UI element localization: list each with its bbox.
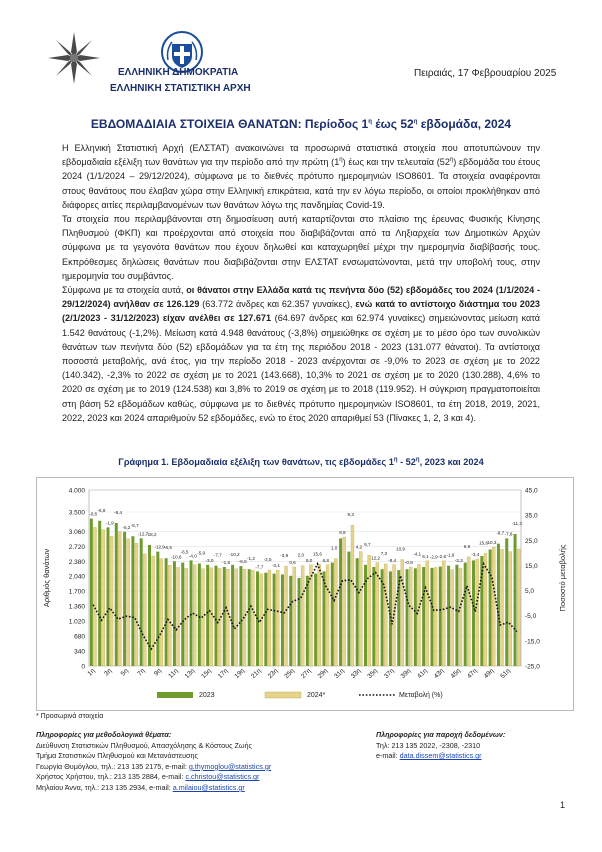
- bar-2024: [409, 567, 412, 666]
- bar-data-label: -12,7: [137, 531, 149, 537]
- x-tick-label: 39η: [399, 667, 413, 681]
- y-tick-label: 0: [81, 663, 85, 671]
- y-tick-label: 1.020: [68, 618, 85, 626]
- bar-2023: [106, 527, 109, 666]
- bar-2023: [472, 560, 475, 666]
- bar-2024: [293, 567, 296, 666]
- bar-2023: [115, 523, 118, 666]
- x-tick-label: 5η: [119, 667, 130, 678]
- bar-2024: [517, 549, 520, 666]
- bar-2023: [190, 560, 193, 666]
- bar-data-label: 15,6: [479, 540, 489, 546]
- x-tick-label: 1η: [86, 667, 97, 678]
- bar-2024: [152, 556, 155, 666]
- x-tick-label: 19η: [233, 667, 247, 681]
- bar-data-label: 10,3: [487, 540, 497, 546]
- bar-data-label: -3,1: [271, 563, 280, 569]
- y2-tick-label: -15,0: [525, 638, 540, 646]
- bar-2024: [343, 537, 346, 666]
- bar-2023: [206, 565, 209, 666]
- bar-data-label: -3,9: [280, 553, 289, 559]
- y2-tick-label: -5,0: [525, 613, 537, 621]
- x-tick-label: 49η: [482, 667, 496, 681]
- x-tick-label: 37η: [383, 667, 396, 681]
- y2-axis-title: Ποσοστό μεταβολής: [558, 544, 567, 612]
- y2-tick-label: 45,0: [525, 487, 538, 495]
- y2-tick-label: 5,0: [525, 588, 535, 596]
- legend-label-change: Μεταβολή (%): [399, 692, 443, 699]
- bar-2023: [264, 573, 267, 666]
- bar-2024: [334, 559, 337, 666]
- y2-tick-label: -25,0: [525, 663, 540, 671]
- bar-data-label: -11,3: [511, 521, 522, 526]
- bar-2023: [198, 563, 201, 666]
- x-tick-label: 15η: [200, 667, 213, 681]
- bar-data-label: 10,9: [396, 546, 406, 552]
- bar-2024: [235, 569, 238, 666]
- bar-2023: [148, 545, 151, 666]
- y2-tick-label: 35,0: [525, 512, 538, 520]
- bar-data-label: -4,0: [188, 553, 197, 559]
- bar-data-label: -6,5: [180, 549, 189, 555]
- x-tick-label: 29η: [316, 667, 330, 681]
- email-link-3[interactable]: a.milaiou@statistics.gr: [172, 782, 245, 792]
- bar-2023: [273, 574, 276, 666]
- bar-data-label: -8,4: [388, 557, 397, 563]
- bar-2024: [135, 543, 138, 666]
- bar-2024: [301, 566, 304, 666]
- bar-data-label: -4,1: [413, 551, 422, 557]
- bar-2024: [401, 560, 404, 666]
- bar-2024: [434, 567, 437, 666]
- contact-data-heading: Πληροφορίες για παροχή δεδομένων:: [376, 730, 506, 739]
- bar-2023: [289, 576, 292, 666]
- bar-2023: [447, 566, 450, 666]
- y-tick-label: 340: [74, 648, 85, 656]
- bar-2023: [231, 565, 234, 666]
- bar-2023: [372, 567, 375, 666]
- page-title: ΕΒΔΟΜΑΔΙΑΙΑ ΣΤΟΙΧΕΙΑ ΘΑΝΑΤΩΝ: Περίοδος $1^\eta$ έως $52^\eta$ εβδομάδα, 2024: [90, 117, 512, 131]
- bar-2024: [268, 570, 271, 666]
- org-name-republic: ΕΛΛΗΝΙΚΗ ΔΗΜΟΚΡΑΤΙΑ: [118, 67, 239, 78]
- y-tick-label: 1.360: [68, 603, 85, 611]
- bar-2024: [177, 567, 180, 666]
- bar-data-label: 6,9: [463, 543, 471, 549]
- bar-2023: [98, 521, 101, 666]
- bar-data-label: 6,8: [322, 557, 329, 563]
- email-link-1[interactable]: g.thymoglou@statistics.gr: [188, 761, 272, 771]
- bar-data-label: -5,2: [122, 524, 131, 530]
- bar-data-label: -3,3: [454, 557, 463, 563]
- bar-data-label: -2,6: [438, 553, 447, 559]
- bar-2024: [467, 557, 470, 666]
- bar-2024: [376, 563, 379, 666]
- chart-title: Γράφημα 1. Εβδομαδιαία εξέλιξη των θανάτων, τις εβδομάδες $1^\eta - 52^\eta$, 2023 και 2024: [118, 456, 484, 467]
- bar-2024: [359, 552, 362, 666]
- bar-2024: [309, 565, 312, 666]
- bar-2024: [501, 549, 504, 666]
- contact-section: Τμήμα Στατιστικών Πληθυσμού και Μετανάστευσης: [36, 751, 198, 761]
- bar-data-label: 9,3: [347, 512, 354, 518]
- x-tick-label: 11η: [167, 667, 180, 680]
- contact-methodology: [36, 730, 271, 794]
- contact-person-1: Γεωργία Θυμόγλου, τηλ.: 213 135 2175, e-mail: g.thymoglou@statistics.gr: [36, 761, 272, 771]
- bar-data-label: 1,0: [330, 545, 338, 551]
- bar-2023: [281, 574, 284, 666]
- y2-tick-label: 25,0: [525, 537, 538, 545]
- bar-data-label: -0,6: [89, 511, 98, 517]
- x-tick-label: 23η: [266, 667, 280, 681]
- bar-data-label: -2,9: [429, 554, 438, 560]
- bar-2024: [476, 559, 479, 666]
- x-tick-label: 9η: [152, 667, 164, 678]
- y-axis-title: Αριθμός θανάτων: [42, 548, 51, 608]
- x-tick-label: 47η: [466, 667, 479, 681]
- x-tick-label: 13η: [183, 667, 197, 681]
- y-tick-label: 2.040: [68, 573, 85, 581]
- bar-data-label: -5,7: [130, 523, 139, 529]
- elstat-star-logo: [46, 30, 102, 86]
- bar-2023: [306, 576, 309, 666]
- y-tick-label: 1.700: [68, 588, 85, 596]
- bar-2023: [347, 552, 350, 666]
- weekly-deaths-chart: [37, 478, 573, 710]
- x-tick-label: 41η: [416, 667, 429, 681]
- bar-2024: [459, 568, 462, 666]
- x-tick-label: 33η: [349, 667, 363, 681]
- legend-swatch-2023: [157, 692, 193, 698]
- page-number: 1: [560, 800, 566, 810]
- x-tick-label: 3η: [103, 667, 114, 678]
- bar-data-label: 15,6: [312, 551, 322, 557]
- bar-2024: [426, 561, 429, 666]
- bar-2023: [223, 567, 226, 666]
- bar-2024: [326, 565, 329, 666]
- bar-data-label: -8,7: [496, 530, 505, 536]
- bar-2023: [439, 567, 442, 666]
- bar-2023: [322, 571, 325, 666]
- y-tick-label: 2.720: [68, 543, 85, 551]
- bar-data-label: -2,5: [263, 557, 272, 563]
- bar-2024: [451, 570, 454, 666]
- bar-2023: [298, 578, 301, 666]
- x-tick-label: 45η: [449, 667, 463, 681]
- bar-data-label: -18,2: [146, 532, 157, 537]
- bar-2024: [226, 569, 229, 666]
- email-link-2[interactable]: c.christou@statistics.gr: [185, 772, 260, 782]
- y-tick-label: 680: [74, 633, 85, 641]
- bar-data-label: -1,6: [446, 552, 455, 558]
- bar-data-label: -1,9: [105, 520, 114, 526]
- bar-data-label: 9,0: [305, 557, 313, 563]
- bar-data-label: 12,2: [371, 555, 381, 561]
- bar-2024: [118, 532, 121, 666]
- bar-2024: [384, 564, 387, 666]
- bar-data-label: -5,9: [197, 550, 206, 556]
- x-tick-label: 25η: [283, 667, 296, 681]
- bar-2023: [389, 571, 392, 666]
- x-tick-label: 17η: [216, 667, 230, 681]
- bar-2024: [276, 570, 279, 666]
- y-tick-label: 4.000: [68, 487, 85, 495]
- bar-2023: [181, 563, 184, 666]
- bar-data-label: -6,5: [238, 559, 247, 565]
- y-tick-label: 3.500: [68, 509, 85, 517]
- bar-2023: [331, 563, 334, 666]
- x-tick-label: 7η: [136, 667, 147, 678]
- bar-2024: [127, 539, 130, 666]
- bar-data-label: -7,7: [255, 564, 264, 570]
- x-tick-label: 21η: [250, 667, 263, 681]
- bar-2023: [165, 558, 168, 666]
- bar-2023: [140, 538, 143, 666]
- bar-2024: [160, 559, 163, 666]
- bar-2023: [514, 534, 517, 666]
- bar-2023: [364, 565, 367, 666]
- body-text: [62, 141, 540, 425]
- legend-label-2024: 2024*: [307, 692, 326, 699]
- bar-2024: [210, 568, 213, 666]
- bar-2024: [393, 565, 396, 666]
- bar-2024: [185, 568, 188, 666]
- bar-data-label: -7,6: [504, 531, 513, 537]
- paragraph-source: Τα στοιχεία που περιλαμβάνονται στη δημοσίευση αυτή καταρτίζονται στο πλαίσιο της έρευνας Φυσικής Κίνησης Πληθυσμού (ΦΚΠ) και προέρχονται από στοιχεία που διαβιβάζονται από τα Ληξιαρχεία των Δημοτικών Αρχών σύμφωνα με τα γεγονότα θανάτων που έχουν δηλωθεί και καταχωρηθεί μέχρι την ημερομηνία διαβίβασής τους. Εκπρόθεσμες δηλώσεις θανάτων που διαβιβάζονται στην ΕΛΣΤΑΤ ενσωματώνονται, μετά την υποβολή τους, στην ημερομηνία του συμβάντος.: [62, 214, 540, 281]
- bar-data-label: 4,2: [355, 544, 363, 550]
- y-tick-label: 3.060: [68, 528, 85, 536]
- y-tick-label: 2.380: [68, 558, 85, 566]
- bar-2024: [417, 564, 420, 666]
- bar-2023: [123, 532, 126, 666]
- x-tick-label: 27η: [299, 667, 313, 681]
- bar-2023: [90, 519, 93, 666]
- bar-2024: [285, 566, 288, 666]
- bar-2023: [422, 567, 425, 666]
- bar-data-label: -1,8: [222, 560, 231, 565]
- bar-2023: [339, 538, 342, 666]
- bar-2024: [110, 536, 113, 666]
- x-tick-label: 51η: [499, 667, 512, 681]
- bar-2024: [251, 570, 254, 666]
- bar-data-label: 2,0: [297, 552, 305, 558]
- bar-2023: [239, 566, 242, 666]
- bar-data-label: 7,3: [380, 550, 388, 556]
- bar-2023: [214, 566, 217, 666]
- contact-methodology-heading: Πληροφορίες για μεθοδολογικά θέματα:: [36, 730, 172, 739]
- bar-2024: [318, 564, 321, 666]
- org-name-elstat: ΕΛΛΗΝΙΚΗ ΣΤΑΤΙΣΤΙΚΗ ΑΡΧΗ: [110, 83, 251, 94]
- bar-2024: [102, 530, 105, 666]
- bar-2023: [464, 563, 467, 666]
- y2-tick-label: 15,0: [525, 562, 538, 570]
- bar-data-label: -6,4: [114, 510, 123, 515]
- bar-data-label: -10,2: [229, 551, 240, 557]
- x-tick-label: 43η: [432, 667, 446, 681]
- contact-directorate: Διεύθυνση Στατιστικών Πληθυσμού, Απασχόλησης & Κόστους Ζωής: [36, 740, 252, 750]
- paragraph-results: Σύμφωνα με τα στοιχεία αυτά, οι θάνατοι στην Ελλάδα κατά τις πενήντα δύο (52) εβδομάδες του 2024 (1/1/2024 - 29/12/2024) ανήλθαν σε 126.129 (63.772 άνδρες και 62.357 γυναίκες), ενώ κατά το αντίστοιχο διάστημα του 2023 (2/1/2023 - 31/12/2023) είχαν ανέλθει σε 127.671 (64.697 άνδρες και 62.974 γυναίκες) σημειώνοντας μείωση κατά 1.542 θανάτους (-1,2%). Μείωση κατά 4.948 θανάτους (-3,8%) σημειώθηκε σε σχέση με το μέσο όρο των συνολικών θανάτων των πενήντα δύο (52) εβδομάδων για τα έτη της περιόδου 2018 - 2023 (131.077 θάνατοι). Τα αντίστοιχα ποσοστά μεταβολής, ανά έτος, για την περίοδο 2018 - 2023 ανέρχονται σε -9,0% το 2023 σε σχέση με το 2022 (140.342), -2,3% το 2022 σε σχέση με το 2021 (143.668), 10,3% το 2021 σε σχέση με το 2020 (130.288), 4,6% το 2020 σε σχέση με το 2019 (124.538) και 3,8% το 2019 σε σχέση με το 2018 (119.952). Η σύγκριση πραγματοποιείται στη βάση 52 εβδομάδων καθώς, σύμφωνα με το διεθνές πρότυπο ημερομηνιών ISO8601, τα έτη 2018, 2019, 2021, 2022, 2023 και 2024 απαριθμούν 52 εβδομάδες, ενώ το έτος 2020 απαριθμεί 53 (Πίνακες 1, 2, 3 και 4).: [62, 285, 540, 423]
- bar-2023: [356, 558, 359, 666]
- bar-data-label: -3,4: [471, 552, 480, 558]
- bar-2024: [484, 553, 487, 666]
- bar-2024: [143, 554, 146, 666]
- bar-2024: [168, 565, 171, 666]
- bar-2023: [156, 552, 159, 666]
- bar-2023: [505, 538, 508, 666]
- bar-data-label: 0,6: [289, 560, 296, 565]
- email-link-data[interactable]: data.dissem@statistics.gr: [399, 751, 482, 761]
- bar-2024: [442, 561, 445, 666]
- legend-swatch-2024: [265, 692, 301, 698]
- paragraph-intro: Η Ελληνική Στατιστική Αρχή (ΕΛΣΤΑΤ) ανακοινώνει τα προσωρινά στατιστικά στοιχεία που αποτυπώνουν την εβδομαδιαία εξέλιξη των θανάτων για την περίοδο από την πρώτη $(1^\eta)$ έως και την τελευταία $(52^\eta)$ εβδομάδα του έτους 2024 (1/1/2024 – 29/12/2024), σύμφωνα με το διεθνές πρότυπο ημερομηνιών ISO8601. Τα στοιχεία αναφέρονται στους θανάτους που έλαβαν χώρα στην Ελληνική επικράτεια, κατά την εν λόγω περίοδο, οι οποίοι προκλήθηκαν από διάφορες αιτίες περιλαμβανομένων των θανάτων λόγω της πανδημίας Covid-19.: [62, 143, 540, 210]
- x-tick-label: 35η: [366, 667, 380, 681]
- bar-2023: [480, 556, 483, 666]
- chart-container: [36, 477, 574, 711]
- legend-label-2023: 2023: [199, 692, 215, 699]
- bar-2023: [314, 574, 317, 666]
- contact-person-3: Μηλαίου Άννα, τηλ.: 213 135 2934, e-mail: a.milaiou@statistics.gr: [36, 782, 245, 792]
- bar-data-label: -1,2: [247, 556, 255, 562]
- bar-2023: [489, 549, 492, 666]
- bar-data-label: -6,5: [163, 545, 172, 551]
- contact-data-phone: Τηλ: 213 135 2022, -2308, -2310: [376, 740, 481, 750]
- bar-2024: [492, 547, 495, 666]
- bar-data-label: -10,6: [170, 554, 182, 560]
- bar-data-label: 6,1: [422, 553, 429, 559]
- bar-2023: [173, 561, 176, 666]
- bar-data-label: -6,8: [97, 507, 106, 513]
- bar-2024: [260, 574, 263, 666]
- bar-2023: [131, 536, 134, 666]
- bar-2023: [414, 568, 417, 666]
- bar-2023: [248, 569, 251, 666]
- bar-data-label: 9,7: [364, 542, 371, 548]
- date-line: Πειραιάς, 17 Φεβρουαρίου 2025: [414, 68, 557, 79]
- bar-data-label: -12,9: [154, 544, 165, 550]
- bar-data-label: -7,7: [213, 552, 222, 558]
- bar-data-label: -0,8: [404, 560, 413, 565]
- footnote: * Προσωρινά στοιχεία: [36, 713, 104, 720]
- bar-data-label: -3,0: [205, 557, 214, 563]
- bar-2023: [406, 569, 409, 666]
- bar-data-label: 8,9: [339, 530, 346, 536]
- bar-2023: [455, 565, 458, 666]
- contact-person-2: Χρήστος Χρήστου, τηλ.: 213 135 2884, e-mail: c.christou@statistics.gr: [36, 772, 260, 782]
- bar-2024: [368, 555, 371, 666]
- contact-data-provision: [376, 730, 505, 762]
- bar-2024: [509, 552, 512, 666]
- bar-2024: [93, 527, 96, 666]
- x-tick-label: 31η: [333, 667, 346, 681]
- bar-2023: [430, 568, 433, 666]
- contact-data-email: e-mail: data.dissem@statistics.gr: [376, 751, 482, 761]
- bar-2024: [351, 525, 354, 666]
